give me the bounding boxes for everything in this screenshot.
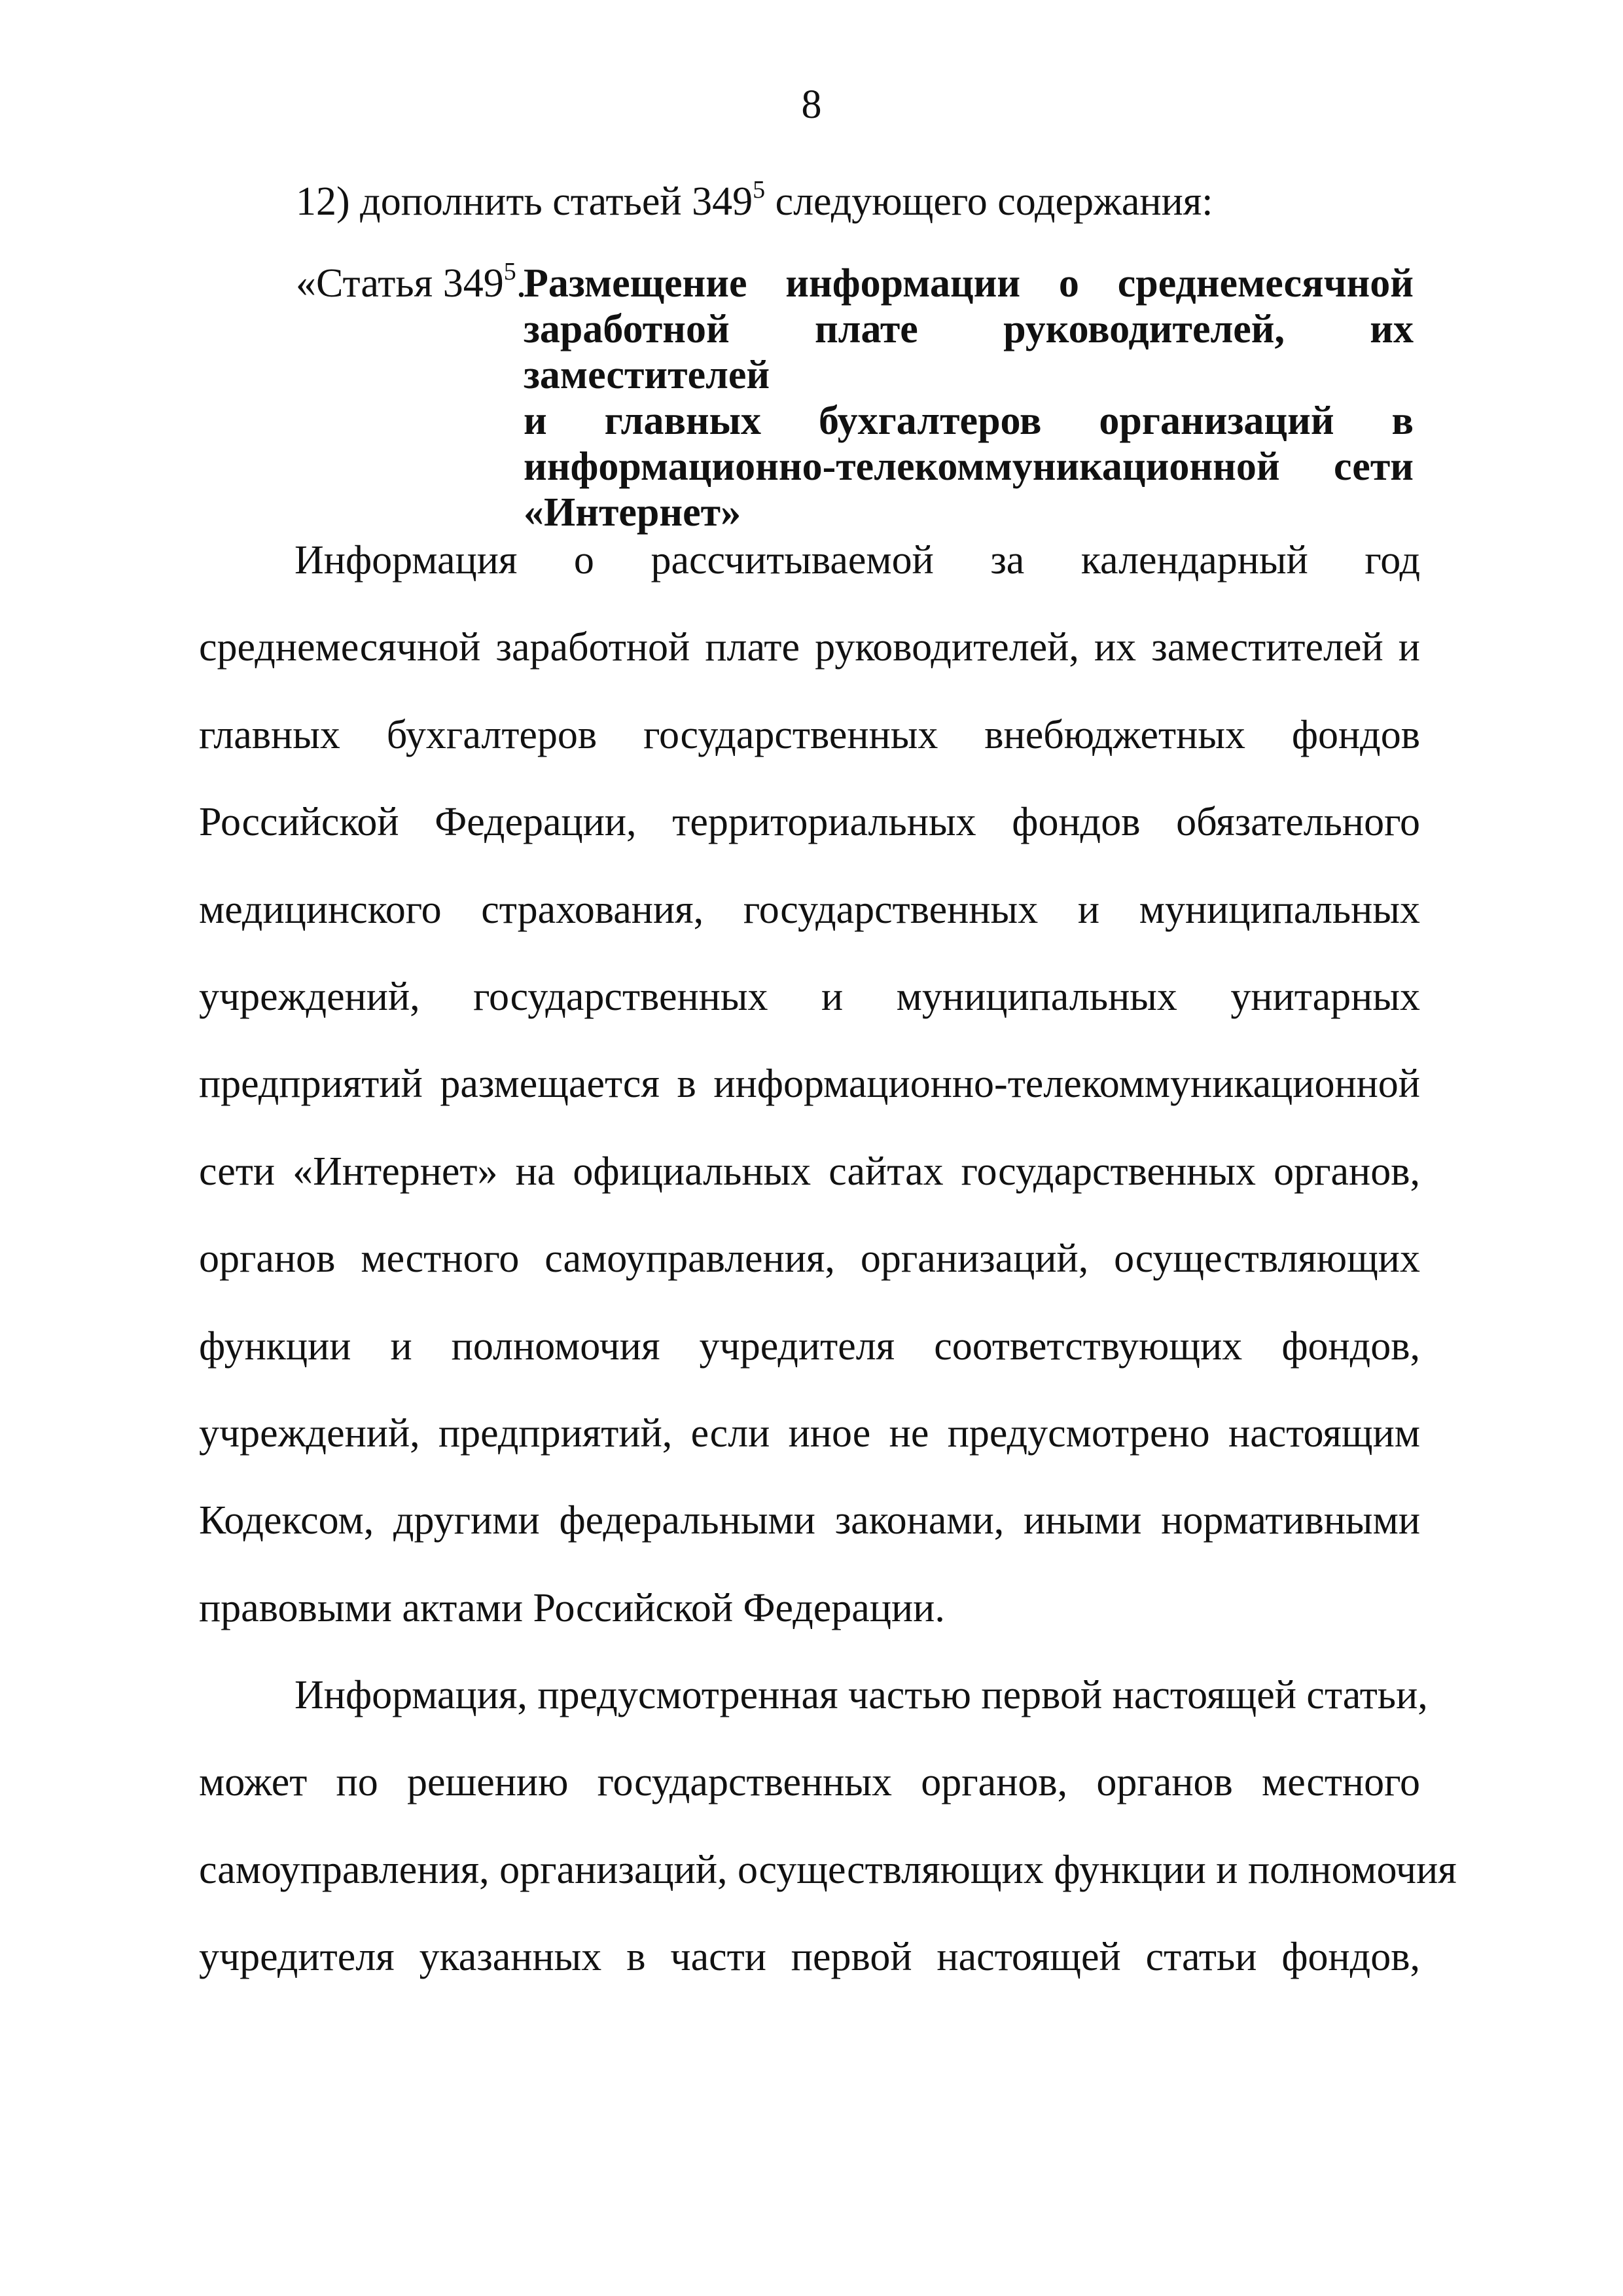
paragraph-line: Информация, предусмотренная частью первой настоящей статьи, <box>294 1673 1428 1717</box>
paragraph-line: учредителя указанных в части первой настоящей статьи фондов, <box>199 1935 1420 1980</box>
paragraph-line: учреждений, государственных и муниципальных унитарных <box>199 975 1420 1020</box>
paragraph-line: функции и полномочия учредителя соответствующих фондов, <box>199 1323 1420 1369</box>
article-title-line: и главных бухгалтеров организаций в <box>524 399 1414 443</box>
paragraph-line: Российской Федерации, территориальных фондов обязательного <box>199 800 1420 845</box>
paragraph-line: самоуправления, организаций, осуществляющих функции и полномочия <box>199 1847 1457 1892</box>
paragraph-line: правовыми актами Российской Федерации. <box>199 1585 945 1630</box>
paragraph-line: учреждений, предприятий, если иное не предусмотрено настоящим <box>199 1411 1420 1456</box>
intro-superscript: 5 <box>753 176 766 204</box>
amendment-intro <box>296 175 1213 228</box>
paragraph-line: главных бухгалтеров государственных внебюджетных фондов <box>199 712 1420 757</box>
article-title <box>524 260 1414 535</box>
article-label <box>296 260 526 306</box>
paragraph-line: предприятий размещается в информационно-телекоммуникационной <box>199 1062 1420 1107</box>
article-label-dot: . <box>516 261 527 306</box>
article-title-line: заработной плате руководителей, их заместителей <box>524 307 1414 397</box>
intro-text-end: следующего содержания: <box>765 179 1213 224</box>
paragraph-line: медицинского страхования, государственных и муниципальных <box>199 887 1420 932</box>
article-title-line: информационно-телекоммуникационной сети <box>524 444 1414 489</box>
paragraph-line: может по решению государственных органов, органов местного <box>199 1760 1420 1805</box>
article-title-line: «Интернет» <box>524 490 741 535</box>
paragraph-line: Кодексом, другими федеральными законами, иными нормативными <box>199 1498 1420 1543</box>
article-title-line: Размещение информации о среднемесячной <box>524 261 1414 306</box>
paragraph-line: Информация о рассчитываемой за календарный год <box>294 538 1420 583</box>
paragraph-2 <box>199 1652 1457 2001</box>
article-label-text: «Статья 349 <box>296 261 504 306</box>
paragraph-1 <box>199 517 1420 1652</box>
page-number: 8 <box>801 82 822 127</box>
paragraph-line: сети «Интернет» на официальных сайтах государственных органов, <box>199 1149 1420 1194</box>
paragraph-line: среднемесячной заработной плате руководителей, их заместителей и <box>199 625 1420 670</box>
article-superscript: 5 <box>503 258 516 285</box>
paragraph-line: органов местного самоуправления, организаций, осуществляющих <box>199 1236 1420 1282</box>
intro-text: 12) дополнить статьей 349 <box>296 179 753 224</box>
